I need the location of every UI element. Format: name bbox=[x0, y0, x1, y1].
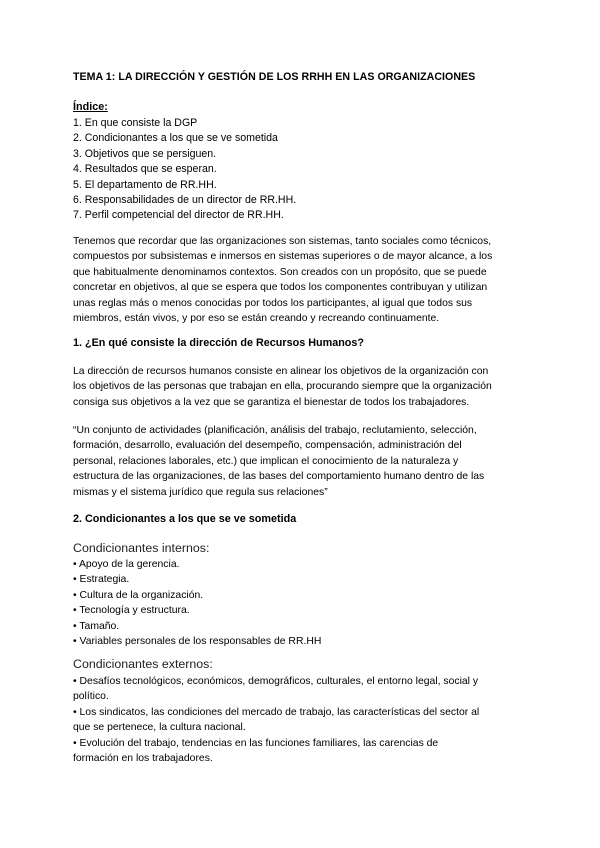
text-line: Tenemos que recordar que las organizaciones son sistemas, tanto sociales como técnicos, bbox=[73, 236, 492, 247]
text-line: “Un conjunto de actividades (planificación, análisis del trabajo, reclutamiento, selección, bbox=[73, 425, 477, 436]
list-item bbox=[73, 603, 321, 618]
index-item: 1. En que consiste la DGP bbox=[73, 117, 198, 129]
external-conditions-heading: Condicionantes externos: bbox=[73, 657, 213, 671]
list-item-text: Apoyo de la gerencia. bbox=[78, 559, 180, 570]
section-1-quote bbox=[73, 423, 523, 500]
list-item bbox=[73, 634, 321, 649]
intro-paragraph bbox=[73, 234, 523, 326]
bullet-icon: • bbox=[73, 635, 77, 647]
external-conditions-list bbox=[73, 674, 479, 766]
text-line: consiga sus objetivos a la vez que se garantiza el bienestar de todos los trabajadores. bbox=[73, 396, 470, 408]
list-item-text: Los sindicatos, las condiciones del mercado de trabajo, las características del sector al bbox=[79, 706, 480, 718]
index-item: 2. Condicionantes a los que se ve sometida bbox=[73, 132, 278, 145]
internal-conditions-list bbox=[73, 557, 321, 649]
list-item-text: formación en los trabajadores. bbox=[73, 752, 213, 764]
list-item-text: Tecnología y estructura. bbox=[79, 605, 190, 617]
list-item bbox=[73, 572, 321, 587]
text-line: que habitualmente denominamos contextos. Son creados con un propósito, que se puede bbox=[73, 266, 487, 278]
list-item bbox=[73, 705, 479, 736]
text-line: La dirección de recursos humanos consiste en alinear los objetivos de la organización con bbox=[73, 366, 489, 377]
list-item-text: Variables personales de los responsables de RR.HH bbox=[79, 635, 322, 647]
text-line: miembros, están vivos, y por eso se están creando y recreando continuamente. bbox=[73, 312, 440, 324]
list-item bbox=[73, 588, 321, 603]
list-item bbox=[73, 736, 479, 767]
document-title: TEMA 1: LA DIRECCIÓN Y GESTIÓN DE LOS RRHH EN LAS ORGANIZACIONES bbox=[73, 71, 476, 83]
list-item bbox=[73, 674, 479, 705]
list-item bbox=[73, 619, 321, 634]
list-item-text: Tamaño. bbox=[79, 620, 120, 632]
index-item: 6. Responsabilidades de un director de RR.HH. bbox=[73, 193, 297, 206]
section-1-heading: 1. ¿En qué consiste la dirección de Recursos Humanos? bbox=[73, 337, 364, 349]
list-item bbox=[73, 557, 321, 572]
text-line: estructura de las organizaciones, de las bases del comportamiento humano dentro de las bbox=[73, 471, 485, 483]
bullet-icon: • bbox=[73, 589, 77, 601]
list-item-text: político. bbox=[73, 691, 109, 703]
bullet-icon: • bbox=[73, 706, 77, 718]
list-item-text: que se pertenece, la cultura nacional. bbox=[73, 722, 246, 734]
index-item: 3. Objetivos que se persiguen. bbox=[73, 147, 217, 160]
internal-conditions-heading: Condicionantes internos: bbox=[73, 541, 210, 555]
index-item: 4. Resultados que se esperan. bbox=[73, 163, 217, 176]
text-line: los objetivos de las personas que trabajan en ella, procurando siempre que la organización bbox=[73, 381, 492, 393]
list-item-text: Estrategia. bbox=[79, 574, 130, 586]
bullet-icon: • bbox=[73, 620, 77, 632]
bullet-icon: • bbox=[73, 676, 77, 687]
bullet-icon: • bbox=[73, 559, 77, 570]
text-line: concretar en objetivos, al que se espera que todos los componentes contribuyan y utilizan bbox=[73, 282, 488, 294]
list-item-text: Desafíos tecnológicos, económicos, demográficos, culturales, el entorno legal, social y bbox=[79, 676, 479, 687]
text-line: personal, relaciones laborales, etc.) que implican el conocimiento de la naturaleza y bbox=[73, 455, 459, 467]
list-item-text: Cultura de la organización. bbox=[79, 589, 204, 601]
section-2-heading: 2. Condicionantes a los que se ve sometida bbox=[73, 513, 297, 525]
section-1-paragraph bbox=[73, 364, 523, 410]
index-heading: Índice: bbox=[73, 101, 108, 113]
text-line: mismas y el sistema jurídico que regula sus relaciones” bbox=[73, 486, 328, 498]
bullet-icon: • bbox=[73, 605, 77, 617]
text-line: compuestos por subsistemas e inmersos en sistemas superiores o de mayor alcance, a los bbox=[73, 251, 493, 263]
bullet-icon: • bbox=[73, 737, 77, 749]
text-line: formación, desarrollo, evaluación del desempeño, compensación, administración del bbox=[73, 440, 462, 452]
text-line: unas reglas más o menos conocidas por todos los participantes, al igual que todos sus bbox=[73, 297, 473, 309]
index-list bbox=[73, 116, 296, 224]
index-item: 7. Perfil competencial del director de RR.HH. bbox=[73, 209, 284, 222]
bullet-icon: • bbox=[73, 574, 77, 586]
list-item-text: Evolución del trabajo, tendencias en las funciones familiares, las carencias de bbox=[79, 737, 439, 749]
index-item: 5. El departamento de RR.HH. bbox=[73, 178, 217, 191]
